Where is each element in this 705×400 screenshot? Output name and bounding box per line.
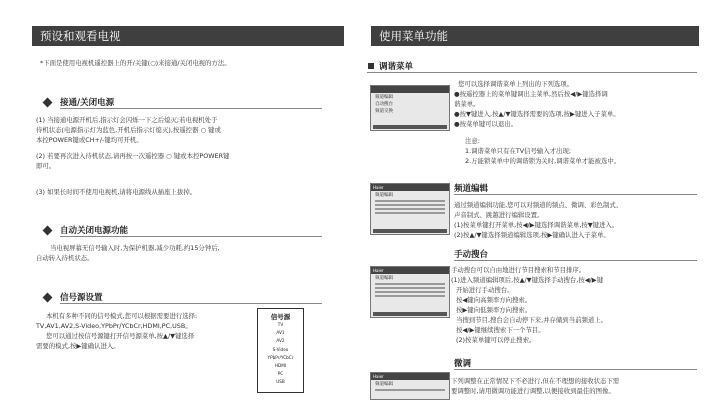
section-bullet-icon [43,293,53,303]
section-divider [60,303,322,304]
screen-footer-bar [373,229,447,233]
channel-edit-line3: (1)按菜单键打开菜单,按◀/▶键选择调谐菜单,按▼键进入。 [454,221,619,229]
screen-brand: Haier [371,267,449,274]
screen-row [375,295,445,297]
signal-source-menu-title: 信号源 [270,313,291,321]
section-title-power: 接通/关闭电源 [60,98,115,108]
fine-tune-line2: 要调整时,请用微调功能进行调整,以便接收到最佳的图像。 [451,387,615,395]
screen-title-bar [371,86,449,93]
auto-off-line1: 当电视屏幕无信号输入时,为保护机器,减少功耗,约15分钟后, [50,244,220,252]
tune-note-title: 注意: [465,137,480,145]
fine-tune-screen-illustration [370,372,450,400]
menu-item: S-Video [272,346,289,352]
manual-search-line7: 按◀/▶键继续搜索下一个节目。 [456,326,545,334]
tune-note2: 2.万能锁菜单中的调谐锁为关时,调谐菜单才能被选中。 [465,157,621,165]
channel-edit-screen-illustration [370,183,450,235]
menu-item: AV1 [276,330,285,336]
screen-footer-bar [373,312,447,316]
screen-row [375,204,445,206]
section-title-tune-menu: 调谐菜单 [379,62,414,72]
right-page [355,0,705,400]
signal-line4: 需要的模式,按▶键确认进入。 [36,342,120,350]
section-square-icon [368,63,374,69]
tune-line2: ●按遥控器上的菜单键调出主菜单,然后按◀/▶键选择调 [454,90,608,98]
screen-menu-item: 自动搜台 [375,102,393,107]
power-p1-line1: (1) 当接通电源开机后,指示灯会闪烁一下之后熄灭;若电视机处于 [36,116,218,124]
section-bullet-icon [43,98,53,108]
section-title-channel-edit: 频道编辑 [454,184,489,194]
section-divider [454,260,697,261]
menu-item: YPbPr/YCbCr [267,354,294,360]
power-p2-line1: (2) 若要再次进入待机状态,请再按一次遥控器 ○ 键或本控POWER键 [36,152,230,160]
manual-search-line8: (2)按菜单键可以停止搜索。 [456,336,536,344]
manual-search-line4: 按◀键向高频率方向搜索。 [456,296,532,304]
manual-search-line3: 开始进行手动搜台。 [456,286,514,294]
power-p1-line3: 本控POWER键或CH+/-键均可开机。 [36,136,143,144]
screen-row [375,291,445,293]
menu-item: HDMI [274,363,287,369]
menu-item: TV [277,322,284,327]
tune-note1: 1.调谐菜单只有在TV信号输入才出现; [465,147,571,155]
section-title-signal: 信号源设置 [60,293,103,303]
tune-menu-screen-illustration [370,85,450,131]
fine-tune-line1: 下列调整在正常情况下不必进行,但在不理想的接收状态下需 [451,377,620,385]
auto-off-line2: 自动转入待机状态。 [36,254,94,262]
manual-search-screen-illustration [370,266,450,318]
section-divider [454,369,697,370]
tune-line5: ●按菜单键可以退出。 [454,120,518,128]
left-page [0,0,352,400]
manual-search-line1: 手动搜台可以自由地进行节目搜索和节目排序。 [451,266,586,274]
screen-brand: Haier [371,373,449,380]
screen-row [375,208,445,210]
manual-search-line6: 当搜到节目,搜台会自动停下来,并存储到当前频道上。 [456,316,608,324]
tune-line3: 谐菜单。 [454,100,480,108]
tune-line4: ●按▼键进入,按▲/▼键选择需要的选项,按▶键进入子菜单。 [454,110,620,118]
screen-footer-bar [373,125,447,129]
screen-title: 频道编辑 [375,193,393,198]
section-title-manual-search: 手动搜台 [454,250,489,260]
section-title-fine-tune: 微调 [454,359,472,369]
manual-search-line2: (1)进入频道编辑项后,按▲/▼键选择手动搜台,按◀/▶键 [451,276,604,284]
power-p3: (3) 如果长时间不使用电视机,请将电源线从插座上拔掉。 [36,188,197,196]
screen-row [375,283,445,285]
channel-edit-line1: 通过频道编辑功能,您可以对频道的频点、微调、彩色制式、 [454,201,623,209]
page-header: 使用菜单功能 [371,26,699,46]
screen-row [375,389,445,391]
intro-text: *下面是使用电视机遥控器上的开/关键(○)来接通/关闭电视的方法。 [40,59,231,67]
screen-menu-item: 频道交换 [375,109,393,114]
page-header: 预设和观看电视 [32,26,344,46]
screen-row [375,212,445,214]
menu-item: PC [277,371,284,377]
section-title-auto-off: 自动关闭电源功能 [60,226,129,236]
manual-search-line5: 按▶键向低频率方向搜索。 [456,306,532,314]
power-p1-line2: 待机状态(电源指示灯为蓝色,开机后指示灯熄灭),按遥控器 ○ 键或 [36,126,221,134]
section-divider [60,236,322,237]
section-bullet-icon [43,226,53,236]
section-divider [367,72,697,73]
screen-menu-item: 频道编辑 [375,95,393,100]
screen-row [375,200,445,202]
signal-line1: 本机有多种不同的信号模式,您可以根据需要进行选择: [46,312,198,320]
screen-row [375,287,445,289]
channel-edit-line2: 声音制式、跳越进行编辑设置。 [454,211,544,219]
signal-line2: TV,AV1,AV2,S-Video,YPbPr/YCbCr,HDMI,PC,USB。 [36,322,192,330]
section-divider [60,108,322,109]
screen-brand: Haier [371,184,449,191]
power-p2-line2: 即可。 [36,162,56,170]
signal-source-menu-illustration [257,308,304,393]
signal-line3: 您可以通过按信号源键打开信号源菜单,按▲/▼键选择 [46,332,195,340]
screen-title: 频道编辑 [375,382,393,387]
channel-edit-line4: (2)按▲/▼键选择频道编辑选项,按▶键确认进入子菜单。 [454,231,610,239]
menu-item: AV2 [276,338,285,344]
tune-line1: 您可以选择调谐菜单上列出的下列选项。 [458,80,574,88]
section-divider [454,194,697,195]
menu-item: USB [276,379,285,385]
screen-title: 频道编辑 [375,276,393,281]
